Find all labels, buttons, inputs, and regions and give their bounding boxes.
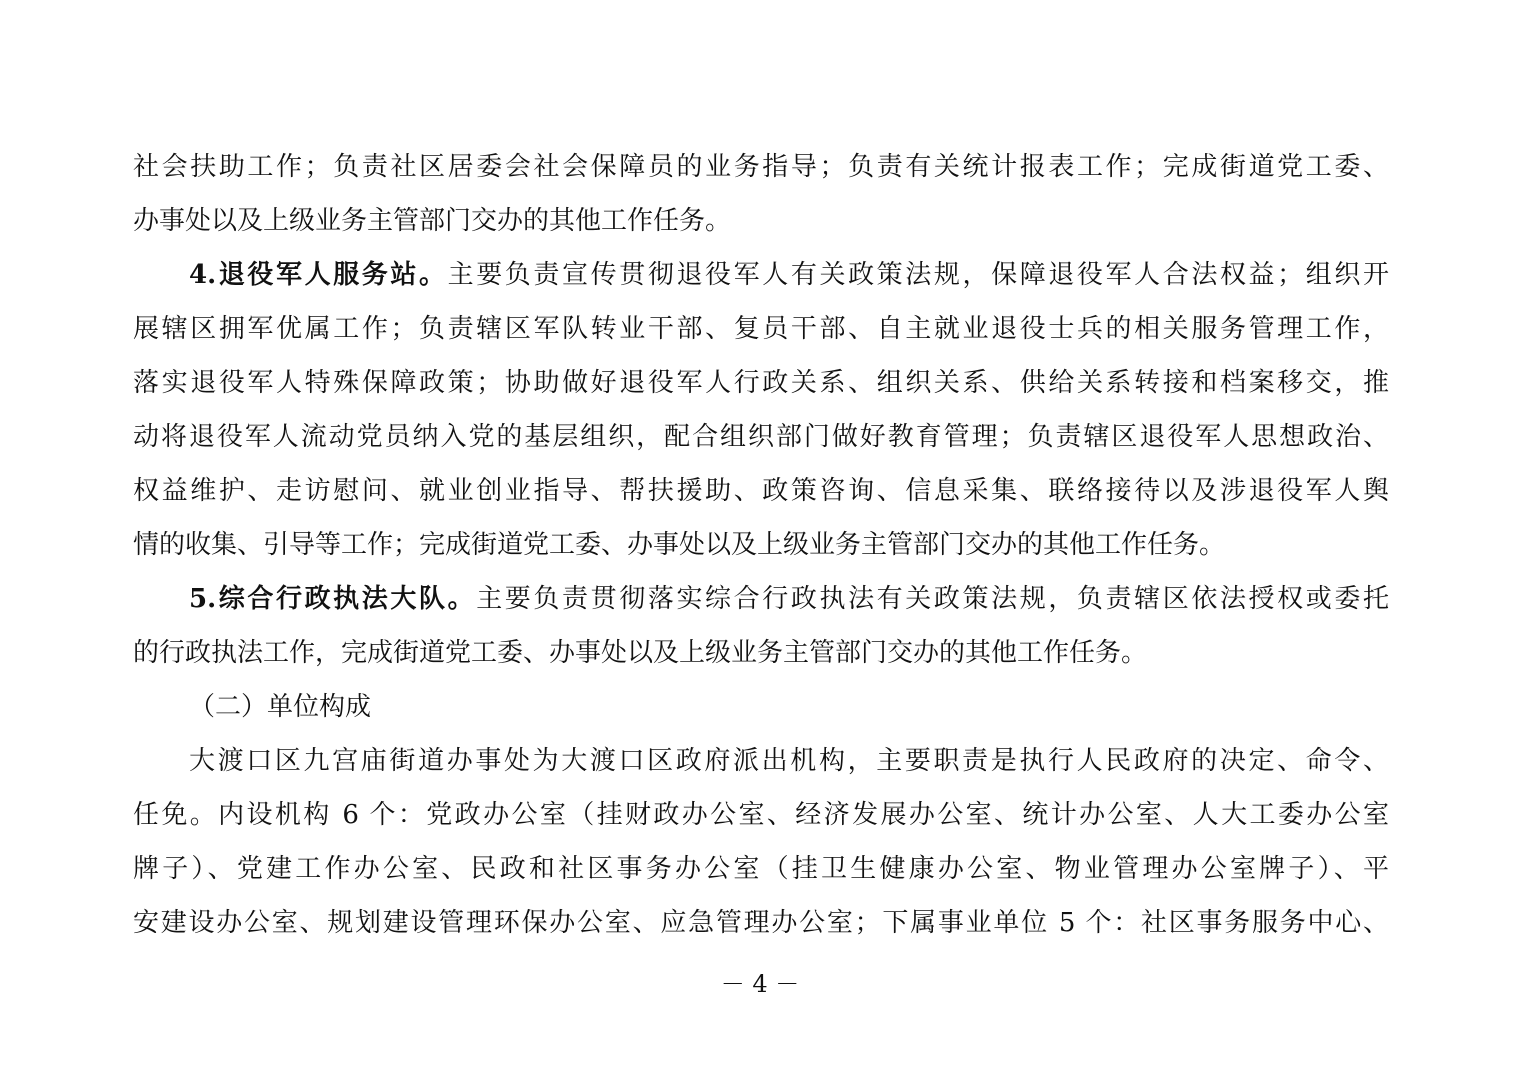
paragraph-unit-composition — [133, 734, 1389, 950]
item-text: 主要负责宣传贯彻退役军人有关政策法规，保障退役军人合法权益；组织开 — [447, 260, 1389, 290]
paragraph-social-assistance — [133, 140, 1389, 248]
text-line: 大渡口区九宫庙街道办事处为大渡口区政府派出机构，主要职责是执行人民政府的决定、命令、 — [189, 746, 1389, 776]
document-body — [133, 140, 1389, 950]
text-line — [133, 248, 1389, 302]
text-line: 安建设办公室、规划建设管理环保办公室、应急管理办公室；下属事业单位 5 个：社区事务服务中心、 — [133, 908, 1389, 938]
text-line: 的行政执法工作，完成街道党工委、办事处以及上级业务主管部门交办的其他工作任务。 — [133, 638, 1148, 668]
item-heading: 5.综合行政执法大队。 — [189, 584, 477, 614]
text-line: 办事处以及上级业务主管部门交办的其他工作任务。 — [133, 206, 732, 236]
paragraph-law-enforcement-brigade — [133, 572, 1389, 680]
page-number: － 4 － — [720, 970, 800, 998]
text-line — [133, 572, 1389, 626]
text-line: 落实退役军人特殊保障政策；协助做好退役军人行政关系、组织关系、供给关系转接和档案移交，推 — [133, 368, 1389, 398]
text-line: 任免。内设机构 6 个：党政办公室（挂财政办公室、经济发展办公室、统计办公室、人大工委办公室 — [133, 800, 1389, 830]
item-text: 主要负责贯彻落实综合行政执法有关政策法规，负责辖区依法授权或委托 — [476, 584, 1389, 614]
text-line: 情的收集、引导等工作；完成街道党工委、办事处以及上级业务主管部门交办的其他工作任务。 — [133, 530, 1226, 560]
text-line: 动将退役军人流动党员纳入党的基层组织，配合组织部门做好教育管理；负责辖区退役军人思想政治、 — [133, 422, 1389, 452]
section-heading: （二）单位构成 — [189, 692, 372, 722]
text-line: 展辖区拥军优属工作；负责辖区军队转业干部、复员干部、自主就业退役士兵的相关服务管理工作， — [133, 314, 1389, 344]
paragraph-veterans-service-station — [133, 248, 1389, 572]
text-line: 社会扶助工作；负责社区居委会社会保障员的业务指导；负责有关统计报表工作；完成街道党工委、 — [133, 152, 1389, 182]
text-line: 牌子）、党建工作办公室、民政和社区事务办公室（挂卫生健康办公室、物业管理办公室牌子）、平 — [133, 854, 1389, 884]
text-line: 权益维护、走访慰问、就业创业指导、帮扶援助、政策咨询、信息采集、联络接待以及涉退役军人舆 — [133, 476, 1389, 506]
item-heading: 4.退役军人服务站。 — [189, 260, 448, 290]
